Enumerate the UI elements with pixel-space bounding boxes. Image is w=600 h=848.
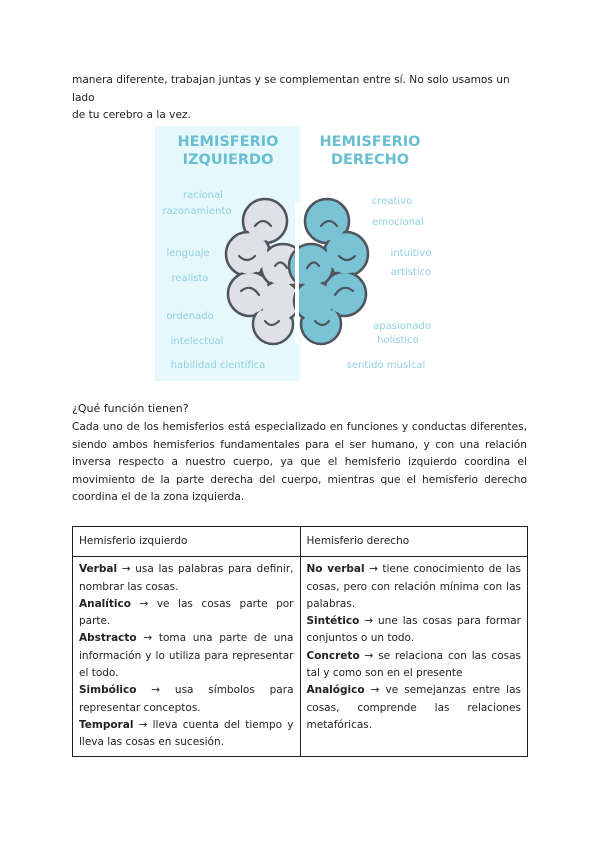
right-title-line2: DERECHO [330,152,410,168]
item-term: Temporal [79,718,134,731]
left-word: racional [183,190,223,201]
item-desc: → une las cosas para formar conjuntos o un todo. [306,615,521,645]
header-left: Hemisferio izquierdo [73,527,301,557]
left-title-line1: HEMISFERIO [177,134,279,150]
item-term: Verbal [79,563,118,576]
item-desc: → se relaciona con las cosas tal y como son en el presente [306,649,521,680]
body-line: inversa respecto a nuestro cuerpo, ya que el hemisferio izquierdo coordina el [72,456,527,468]
body-line: siendo ambos hemisferios fundamentales para el ser humano, y con una relación [72,438,527,451]
right-word: sentido musical [346,360,426,371]
left-word: ordenado [166,311,214,322]
body-line: coordina el de la zona izquierda. [72,491,245,503]
body-line: Cada uno de los hemisferios está especializado en funciones y conductas diferentes, [72,421,527,433]
item-desc: → usa símbolos para representar conceptos. [79,684,294,714]
header-right: Hemisferio derecho [300,527,528,557]
list-item [79,561,294,596]
item-term: No verbal [306,563,365,576]
right-word: apasionado [373,321,431,332]
right-cell [300,557,528,756]
table-header-row [73,527,528,557]
item-desc: → ve semejanzas entre las cosas, comprende las relaciones metafóricas. [306,684,521,731]
item-desc: → toma una parte de una información y lo utiliza para representar el todo. [79,632,294,680]
right-title-line1: HEMISFERIO [319,134,421,150]
right-word: holístico [377,335,419,346]
body-paragraph [72,419,527,507]
left-word: lenguaje [166,248,210,259]
list-item [307,682,522,734]
right-word: emocional [372,217,424,228]
item-term: Sintético [306,615,360,628]
section-heading: ¿Qué función tienen? [72,402,189,415]
item-term: Analógico [306,684,365,697]
right-word: creativo [371,196,413,207]
body-line: movimiento de la parte derecha del cuerpo, mientras que el hemisferio derecho [72,473,527,486]
left-word: intelectual [170,336,224,347]
intro-line: de tu cerebro a la vez. [72,109,191,121]
item-term: Simbólico [79,684,137,697]
table-row [73,557,528,756]
list-item [79,717,294,752]
list-item [79,630,294,682]
item-desc: → usa las palabras para definir, nombrar las cosas. [79,563,294,593]
item-term: Abstracto [79,632,137,645]
list-item [307,561,522,613]
intro-line: manera diferente, trabajan juntas y se complementan entre sí. No solo usamos un lado [72,74,510,104]
list-item [307,648,522,683]
brain-hemispheres-infographic [155,126,445,381]
intro-paragraph [72,72,527,125]
item-desc: → ve las cosas parte por parte. [79,597,294,628]
left-word: realista [171,273,209,284]
item-term: Concreto [306,649,360,662]
right-word: artístico [390,267,432,278]
left-title-line2: IZQUIERDO [182,152,274,168]
list-item [79,682,294,717]
left-word: habilidad científica [170,360,266,371]
comparison-table [72,526,528,757]
item-term: Analítico [79,597,131,610]
left-word: razonamiento [162,206,232,217]
item-desc: → tiene conocimiento de las cosas, pero con relación mínima con las palabras. [306,563,521,610]
list-item [79,596,294,631]
right-word: intuitivo [390,248,432,259]
list-item [307,613,522,648]
item-desc: → lleva cuenta del tiempo y lleva las cosas en sucesión. [79,718,294,749]
left-cell [73,557,301,756]
